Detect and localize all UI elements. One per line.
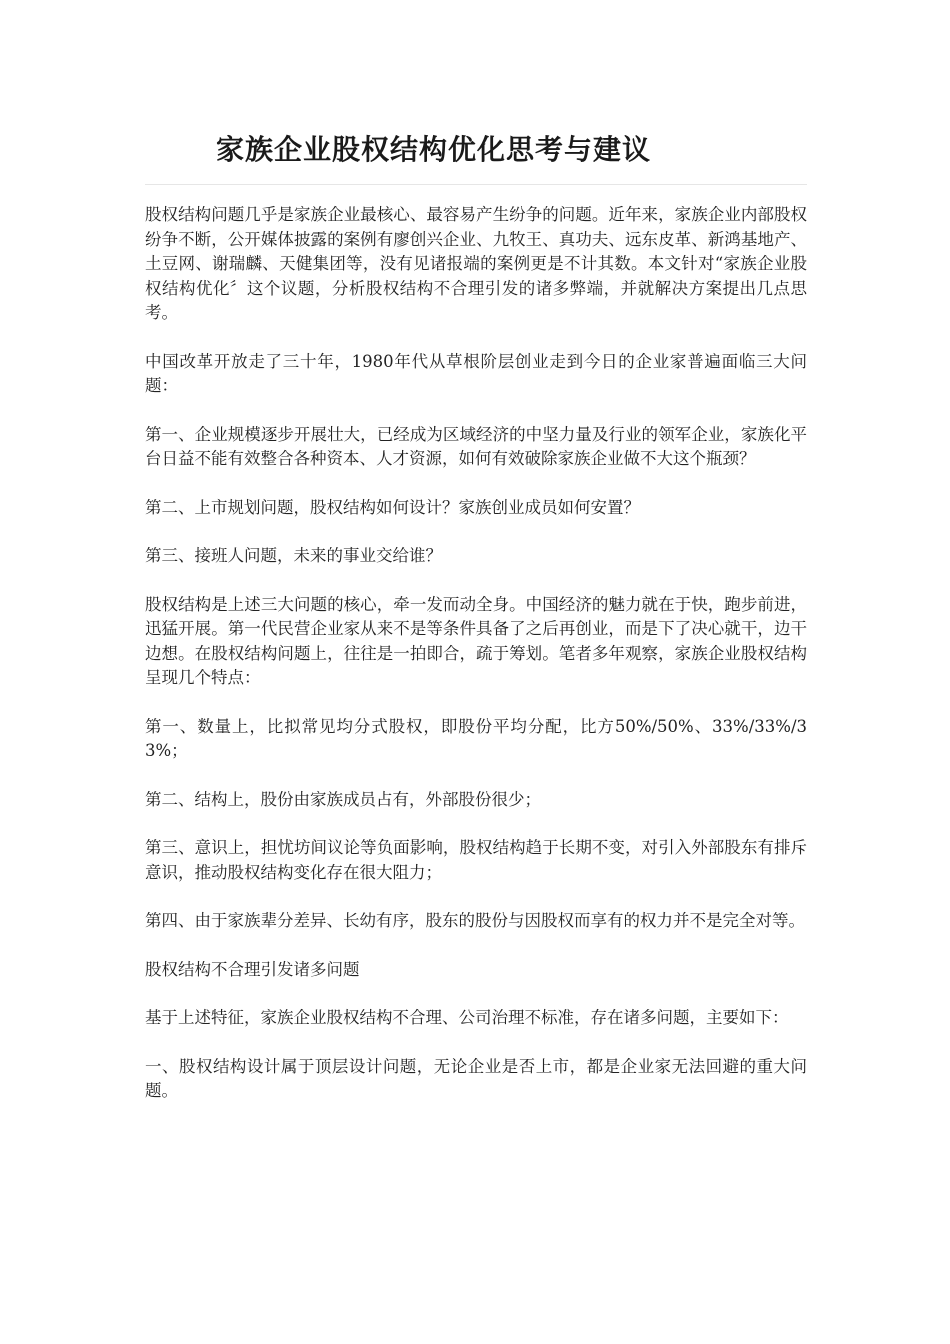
paragraph-issues-intro: 基于上述特征，家族企业股权结构不合理、公司治理不标准，存在诸多问题，主要如下： xyxy=(145,1008,789,1027)
article-body xyxy=(145,203,807,1128)
paragraph-feature-2: 第二、结构上，股份由家族成员占有，外部股份很少； xyxy=(145,789,541,809)
paragraph-three-problems: 中国改革开放走了三十年，1980年代从草根阶层创业走到今日的企业家普遍面临三大问题： xyxy=(145,351,807,395)
paragraph-issue-1: 一、股权结构设计属于顶层设计问题，无论企业是否上市，都是企业家无法回避的重大问题。 xyxy=(145,1056,807,1100)
section-heading: 股权结构不合理引发诸多问题 xyxy=(145,959,360,979)
paragraph-intro: 股权结构问题几乎是家族企业最核心、最容易产生纷争的问题。近年来，家族企业内部股权纷争不断，公开媒体披露的案例有廖创兴企业、九牧王、真功夫、远东皮革、新鸿基地产、土豆网、谢瑞麟、天健集团等，没有见诸报端的案例更是不计其数。本文针对“家族企业股权结构优化〞这个议题，分析股权结构不合理引发的诸多弊端，并就解决方案提出几点思考。 xyxy=(145,205,807,322)
paragraph-problem-1: 第一、企业规模逐步开展壮大，已经成为区域经济的中坚力量及行业的领军企业，家族化平台日益不能有效整合各种资本、人才资源，如何有效破除家族企业做不大这个瓶颈？ xyxy=(145,424,807,468)
paragraph-core: 股权结构是上述三大问题的核心，牵一发而动全身。中国经济的魅力就在于快，跑步前进，迅猛开展。第一代民营企业家从来不是等条件具备了之后再创业，而是下了决心就干，边干边想。在股权结构问题上，往往是一拍即合，疏于筹划。笔者多年观察，家族企业股权结构呈现几个特点： xyxy=(145,594,807,687)
paragraph-problem-2: 第二、上市规划问题，股权结构如何设计？家族创业成员如何安置？ xyxy=(145,497,640,517)
paragraph-feature-3: 第三、意识上，担忧坊间议论等负面影响，股权结构趋于长期不变，对引入外部股东有排斥意识，推动股权结构变化存在很大阻力； xyxy=(145,838,807,882)
paragraph-feature-1: 第一、数量上，比拟常见均分式股权，即股份平均分配，比方50%/50%、33%/33%/33%； xyxy=(145,716,807,760)
title-divider xyxy=(145,184,807,185)
article-title: 家族企业股权结构优化思考与建议 xyxy=(216,133,652,166)
paragraph-feature-4: 第四、由于家族辈分差异、长幼有序，股东的股份与因股权而享有的权力并不是完全对等。 xyxy=(145,911,805,930)
paragraph-problem-3: 第三、接班人问题，未来的事业交给谁？ xyxy=(145,546,442,565)
